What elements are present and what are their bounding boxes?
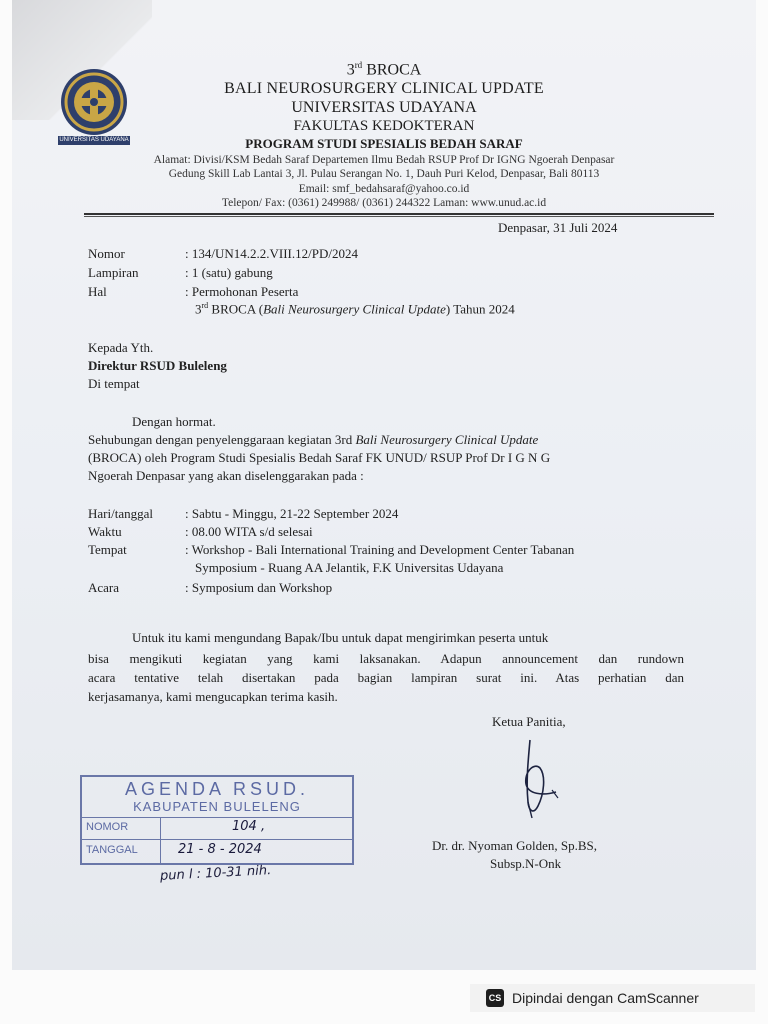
stamp-subtitle: KABUPATEN BULELENG [133, 799, 301, 814]
signature-icon [498, 732, 578, 822]
recipient-salutation: Kepada Yth. [88, 340, 154, 355]
lampiran-label: Lampiran [88, 265, 139, 280]
email-line: Email: smf_bedahsaraf@yahoo.co.id [298, 183, 470, 195]
stamp-tanggal-label: TANGGAL [86, 844, 138, 856]
hal-value-line-2: 3rd BROCA (Bali Neurosurgery Clinical Update) Tahun 2024 [195, 301, 515, 317]
event-edition: 3rd BROCA [346, 60, 422, 79]
tempat-value-line-2: Symposium - Ruang AA Jelantik, F.K Universitas Udayana [195, 560, 504, 575]
letter-page [12, 0, 756, 970]
paragraph-2-line-1: Untuk itu kami mengundang Bapak/Ibu untuk dapat mengirimkan peserta untuk [132, 630, 549, 645]
camscanner-icon: CS [486, 989, 504, 1007]
paragraph-1-line-3: Ngoerah Denpasar yang akan diselenggarakan pada : [88, 468, 364, 483]
camscanner-text: Dipindai dengan CamScanner [512, 990, 699, 1006]
waktu-label: Waktu [88, 524, 122, 539]
agenda-stamp [80, 775, 354, 865]
logo-label: UNIVERSITAS UDAYANA [59, 137, 129, 143]
recipient-location: Di tempat [88, 376, 140, 391]
tempat-label: Tempat [88, 542, 127, 557]
nomor-label: Nomor [88, 246, 125, 261]
phone-line: Telepon/ Fax: (0361) 249988/ (0361) 244322 Laman: www.unud.ac.id [221, 197, 547, 209]
hari-label: Hari/tanggal [88, 506, 153, 521]
acara-value: : Symposium dan Workshop [185, 580, 333, 595]
waktu-value: : 08.00 WITA s/d selesai [185, 524, 313, 539]
address-line-1: Alamat: Divisi/KSM Bedah Saraf Departemen Ilmu Bedah RSUP Prof Dr IGNG Ngoerah Denpasar [153, 154, 615, 166]
tempat-value: : Workshop - Bali International Training and Development Center Tabanan [185, 542, 575, 557]
camscanner-watermark [470, 984, 755, 1012]
stamp-tanggal-value: 21 - 8 - 2024 [178, 842, 262, 857]
stamp-title: AGENDA RSUD. [124, 779, 310, 799]
address-line-2: Gedung Skill Lab Lantai 3, Jl. Pulau Serangan No. 1, Dauh Puri Kelod, Denpasar, Bali 80113 [168, 168, 600, 180]
hal-value: : Permohonan Peserta [185, 284, 299, 299]
stamp-nomor-value: 104 , [232, 819, 266, 834]
hari-value: : Sabtu - Minggu, 21-22 September 2024 [185, 506, 399, 521]
hal-label: Hal [88, 284, 107, 299]
signatory-name: Dr. dr. Nyoman Golden, Sp.BS, [432, 838, 598, 853]
letter-date: Denpasar, 31 Juli 2024 [498, 220, 618, 235]
nomor-value: : 134/UN14.2.2.VIII.12/PD/2024 [185, 246, 358, 261]
signature-title: Ketua Panitia, [492, 714, 566, 729]
greeting: Dengan hormat. [132, 414, 216, 429]
stamp-divider [82, 839, 352, 840]
paragraph-2-line-3: acara tentative telah disertakan pada bagian lampiran surat ini. Atas perhatian dan [88, 670, 684, 685]
stamp-column-divider [160, 817, 161, 863]
header-divider-thin [84, 216, 714, 217]
paragraph-1-line-2: (BROCA) oleh Program Studi Spesialis Bedah Saraf FK UNUD/ RSUP Prof Dr I G N G [88, 450, 551, 465]
faculty-name: FAKULTAS KEDOKTERAN [293, 118, 475, 134]
acara-label: Acara [88, 580, 120, 595]
university-name: UNIVERSITAS UDAYANA [291, 99, 477, 116]
signatory-title: Subsp.N-Onk [490, 856, 562, 871]
stamp-nomor-label: NOMOR [86, 821, 129, 833]
stamp-divider [82, 817, 352, 818]
paragraph-1-line-1: Sehubungan dengan penyelenggaraan kegiatan 3rd Bali Neurosurgery Clinical Update [88, 432, 539, 447]
event-title: BALI NEUROSURGERY CLINICAL UPDATE [224, 80, 544, 97]
paragraph-2-line-2: bisa mengikuti kegiatan yang kami laksanakan. Adapun announcement dan rundown [88, 651, 684, 666]
header-divider [84, 213, 714, 215]
lampiran-value: : 1 (satu) gabung [185, 265, 273, 280]
program-name: PROGRAM STUDI SPESIALIS BEDAH SARAF [245, 136, 523, 151]
paragraph-2-line-4: kerjasamanya, kami mengucapkan terima kasih. [88, 689, 338, 704]
handwritten-note: pun l : 10-31 nih. [159, 863, 272, 884]
recipient-name: Direktur RSUD Buleleng [88, 358, 227, 373]
